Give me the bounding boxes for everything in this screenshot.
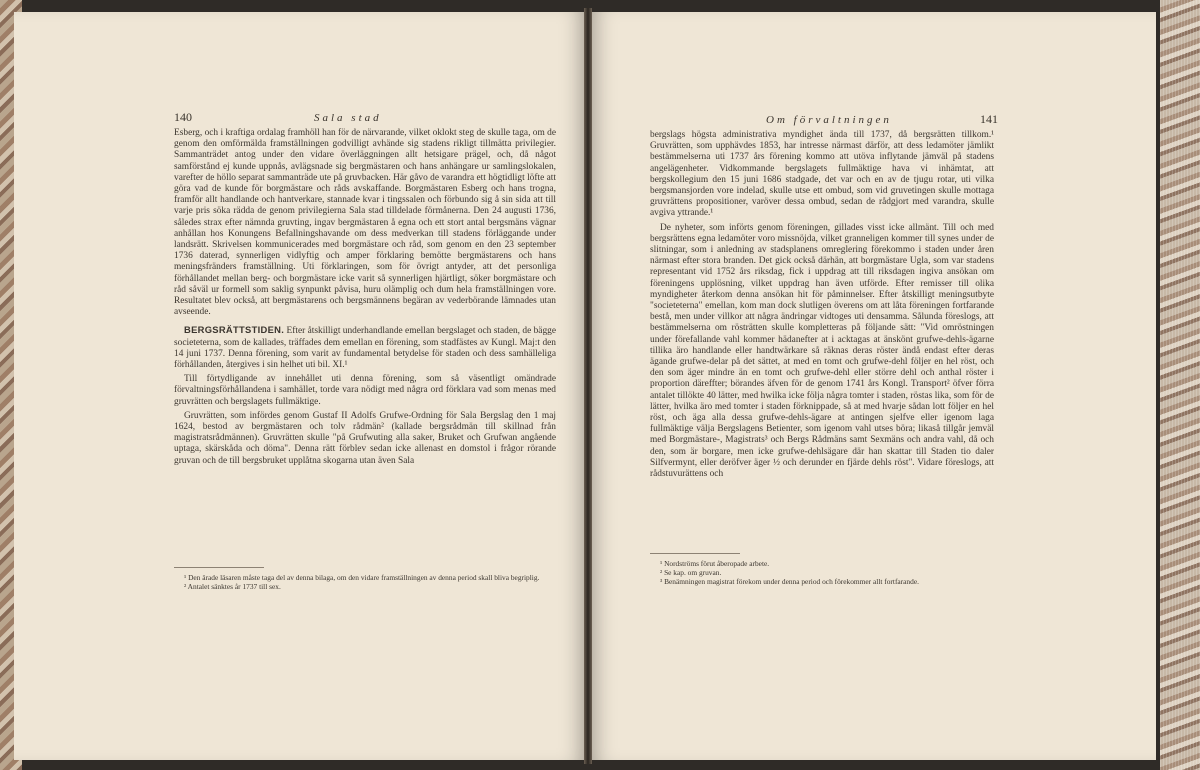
right-running-head: Om förvaltningen — [766, 114, 892, 126]
left-paragraph-1: Esberg, och i kraftiga ordalag framhöll han för de närvarande, vilket oklokt steg de skulle taga, om de genom den omförmälda framställningen godvilligt avhände sig stadens rikligt tillmätta privilegier. Sammanträdet antog under den vidare överläggningen allt hetsigare prägel, och, då något samförstånd ej kunde uppnås, avlägsnade sig bergmästaren och hans anhängare ur samlingslokalen, varefter de höllo separat sammanträde ute på gruvbacken. Här gåvo de varandra ett högtidligt löfte att göra vad de kunde för borgmästare och råds avskaffande. Borgmästaren Esberg och hans trogna, framför allt handlande och hantverkare, stannade kvar i tingssalen och förbundo sig å sin sida att till varje pris söka rädda de genom privilegierna Sala stad tilldelade förmånerna. Den 24 augusti 1736, således strax efter nämnda gruvting, ingav bergmästaren å egna och ett stort antal bergsmäns vägnar anhållan hos Konungens Befallningshavande om dess medverkan till stadens förläggande under landsrätt. Skrivelsen kommunicerades med borgmästare och råd, som genom en den 23 september 1736 daterad, synnerligen vidlyftig och amper förklaring bemötte bergmästarens och hans meningsfränders framställning. Uti förklaringen, som för övrigt antyder, att det personliga förhållandet mellan berg- och borgmästare icke varit så synnerligen hjärtligt, söker borgmästare och råd såväl ur formell som saklig synpunkt påvisa, huru olämplig och dum hela framställningen vore. Resultatet blev också, att bergmästarens och bergsmännens begäran av vederbörande lämnades utan avseende. — [174, 128, 556, 318]
right-paragraph-1: bergslags högsta administrativa myndighet ända till 1737, då bergsrätten tillkom.¹ Gruvrätten, som upphävdes 1853, har intresse närmast därför, att dess ledamöter jämlikt bestämmelserna uti 1737 års förening kommo att utöva inflytande jämväl på stadens angelägenheter. Vidkommande bergslagets fullmäktige hava vi inhämtat, att bergskollegium den 15 juni 1686 stadgade, det var och en av de tjugu rotar, uti vilka bergsmansjorden vore indelad, skulle utse ett ombud, som vid gruvetingen skulle mottaga gruvrättens propositioner, varöver dessa ombud, sedan de rådgjort med varandra, skulle avgiva yttrande.¹ — [650, 130, 994, 219]
left-page — [14, 12, 586, 760]
right-footnote-1: ¹ Nordströms förut åberopade arbete. — [660, 559, 770, 568]
right-footnote-2: ² Se kap. om gruvan. — [660, 568, 722, 577]
left-section-paragraph-1: BERGSRÄTTSTIDEN. Efter åtskilligt underhandlande emellan bergslaget och staden, de bägge societeterna, som de kallades, träffades dem emellan en förening, som stadfästes av Kungl. Maj:t den 14 juni 1737. Denna förening, som varit av fundamental betydelse för staden och dess samhälleliga förhållanden, återgives i sin helhet uti bil. XI.¹ — [174, 324, 556, 371]
left-body-text — [174, 128, 556, 470]
left-footnote-1: ¹ Den ärade läsaren måste taga del av denna bilaga, om den vidare framställningen av denna period skall bliva begriplig. — [184, 573, 540, 582]
right-footnotes — [650, 559, 994, 586]
right-footnote-3: ³ Benämningen magistrat förekom under denna period och förekommer allt fortfarande. — [660, 577, 919, 586]
section-heading: BERGSRÄTTSTIDEN. — [184, 324, 285, 336]
left-page-number: 140 — [174, 110, 192, 124]
left-footnote-rule — [174, 567, 264, 568]
left-footnote-2: ² Antalet sänktes år 1737 till sex. — [184, 582, 281, 591]
right-body-text — [650, 130, 994, 483]
book-edge-right — [1160, 0, 1200, 770]
right-paragraph-2: De nyheter, som införts genom föreningen, gillades visst icke allmänt. Till och med bergsrättens egna ledamöter voro missnöjda, vilket granneligen kommer till synes under de slitningar, som i anledning av stadsplanens omreglering förekommo i staden under åren närmast efter stora branden. Det gick också därhän, att borgmästare Ugla, som var stadens representant vid 1752 års riksdag, fick i uppdrag att till riksdagen ingiva ansökan om föreningens upplösning, vilket uppdrag han även utförde. Efter remisser till olika myndigheter återkom denna ansökan hit för påminnelser. Efter åtskilligt meningsutbyte "societeterna" emellan, kom man dock slutligen överens om att låta föreningen fortfarande bestå, men under villkor att några ändringar vidtoges uti densamma. Sålunda föreslogs, att bestämmelserna om rösträtten skulle kompletteras på följande sätt: "Vid omröstningen under förefallande vahl kommer hädanefter at i acktagas at änskönt grufwe-dehls-ägarne tillika äro handlande eller handtwärkare så räknas deras röster ändå endast efter deras ägande grufwe-delar på det sättet, at med en tomt och grufwe-dehl följer en hel röst, och den som äger mindre än en tomt och grufwe-dehl eller större dehl och anthal röster i proportion däreffter; börandes äfven för de genom 1741 års Kongl. Transport² öfver förra antalet tillökte 40 lätter, med hwilka icke följa några tomter i staden, röstas lika, som för de lätter, hvilka äro med tomter i staden förknippade, så at med hvarje sådan lott följer en hel röst, och äga alla dessa grufwe-dehls-ägare at antingen sjelfve eller igenom laga fullmäktige välja Bergslagens Betienter, som igenom vahl utses böra; likaså tillgår jemväl med Borgmästare-, Magistrats³ och Bergs Rådmäns samt Sexmäns och andra vahl, då och den, som är borgare, men icke grufwe-dehlsägare där han skattar till Staden tio daler Silfvermynt, eller deröfver äger ½ och derunder en fjärde dehls röst". Vidare föreslogs, att rådstuvurättens och — [650, 222, 994, 480]
right-page — [590, 12, 1156, 760]
left-section-paragraph-3: Gruvrätten, som infördes genom Gustaf II Adolfs Grufwe-Ordning för Sala Bergslag den 1 maj 1624, bestod av bergmästaren och tolv rådmän² (kallade bergsrådmän till skillnad från magistratsrådmännen). Gruvrätten skulle "på Grufwuting alla saker, Bruket och Grufwan angående uptaga, skärskåda och döma". Denna rätt förblev sedan icke allenast en domstol i frågor rörande gruvan och de till bergsbruket upplåtna skogarna utan även Sala — [174, 410, 556, 466]
left-section-paragraph-2: Till förtydligande av innehållet uti denna förening, som så väsentligt omändrade förvaltningsförhållandena i samhället, torde vara nödigt med några ord förklara vad som menas med gruvrätten och bergslagets fullmäktige. — [174, 374, 556, 407]
book-gutter — [584, 8, 592, 764]
left-running-head: Sala stad — [314, 112, 382, 124]
left-footnotes — [174, 573, 556, 591]
right-footnote-rule — [650, 553, 740, 554]
right-page-number: 141 — [980, 112, 998, 126]
